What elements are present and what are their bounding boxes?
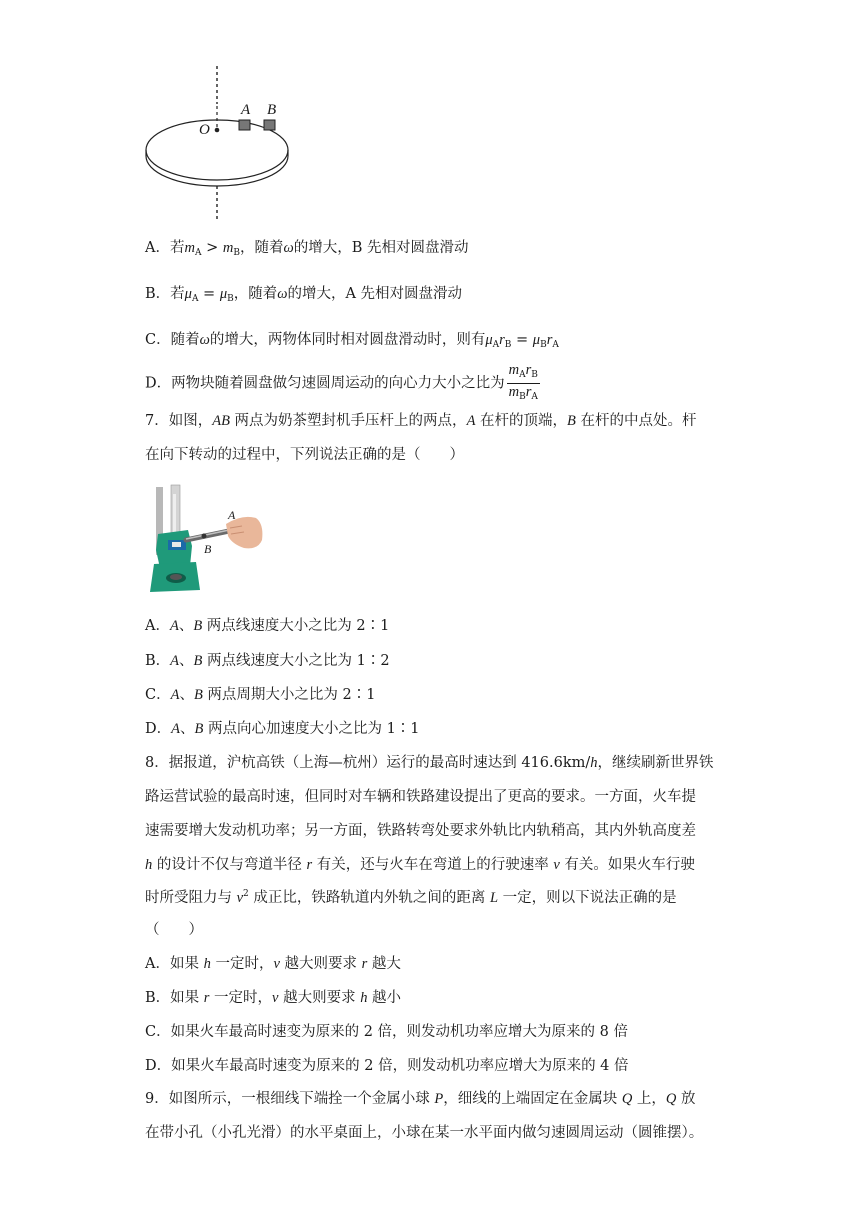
press-machine-figure [146,484,264,594]
q7-stem-line2: 在向下转动的过程中，下列说法正确的是（ ） [145,447,464,463]
q7-option-d: D．A、B 两点向心加速度大小之比为 1∶1 [145,721,420,737]
q8-stem-line3: 速需要增大发动机功率；另一方面，铁路转弯处要求外轨比内轨稍高，其内外轨高度差 [145,823,696,839]
q7-option-b: B．A、B 两点线速度大小之比为 1∶2 [145,653,390,669]
ratio-fraction: $\frac{m_Ar_B}{m_Br_A}$ [508,362,538,402]
q8-option-c: C．如果火车最高时速变为原来的 2 倍，则发动机功率应增大为原来的 8 倍 [145,1024,628,1040]
lever-point-b-label: B [204,542,212,556]
disc-figure [140,66,300,222]
q7-option-c: C．A、B 两点周期大小之比为 2∶1 [145,687,376,703]
press-machine-image [146,484,264,594]
q6-option-a: A．若$m_A > m_B$，随着ω的增大，B 先相对圆盘滑动 [145,240,469,258]
q8-option-a: A．如果 h 一定时，v 越大则要求 r 越大 [145,956,401,972]
q8-stem-line6: （ ） [145,922,203,938]
q6-option-c: C．随着ω的增大，两物体同时相对圆盘滑动时，则有$\mu_Ar_B = \mu_Br_A$ [145,332,559,350]
q6-option-b: B．若$\mu_A = \mu_B$，随着ω的增大，A 先相对圆盘滑动 [145,286,463,304]
q7-stem-line1: 7．如图，AB 两点为奶茶塑封机手压杆上的两点，A 在杆的顶端，B 在杆的中点处。杆 [145,413,697,429]
q8-stem-line4: h 的设计不仅与弯道半径 r 有关，还与火车在弯道上的行驶速率 v 有关。如果火车行驶 [145,857,695,873]
disc-diagram [140,66,300,222]
q8-option-b: B．如果 r 一定时，v 越大则要求 h 越小 [145,990,402,1006]
q8-stem-line1: 8．据报道，沪杭高铁（上海—杭州）运行的最高时速达到 416.6km/h，继续刷新世界铁 [145,755,714,771]
point-o-label: O [199,122,210,138]
q6-option-d: D．两物块随着圆盘做匀速圆周运动的向心力大小之比为 $\frac{m_Ar_B}{m_Br_A}$ [145,362,540,405]
q7-option-a: A．A、B 两点线速度大小之比为 2∶1 [145,618,390,634]
lever-point-a-label: A [228,508,236,522]
q8-stem-line5: 时所受阻力与 $v^2$ 成正比，铁路轨道内外轨之间的距离 L 一定，则以下说法正确的是 [145,889,677,906]
q8-stem-line2: 路运营试验的最高时速，但同时对车辆和铁路建设提出了更高的要求。一方面，火车提 [145,789,696,805]
block-b-label: B [267,102,277,118]
block-a-label: A [241,102,251,118]
q8-option-d: D．如果火车最高时速变为原来的 2 倍，则发动机功率应增大为原来的 4 倍 [145,1058,629,1074]
q9-stem-line2: 在带小孔（小孔光滑）的水平桌面上，小球在某一水平面内做匀速圆周运动（圆锥摆）。 [145,1125,704,1141]
q9-stem-line1: 9．如图所示，一根细线下端拴一个金属小球 P，细线的上端固定在金属块 Q 上，Q 放 [145,1091,696,1107]
